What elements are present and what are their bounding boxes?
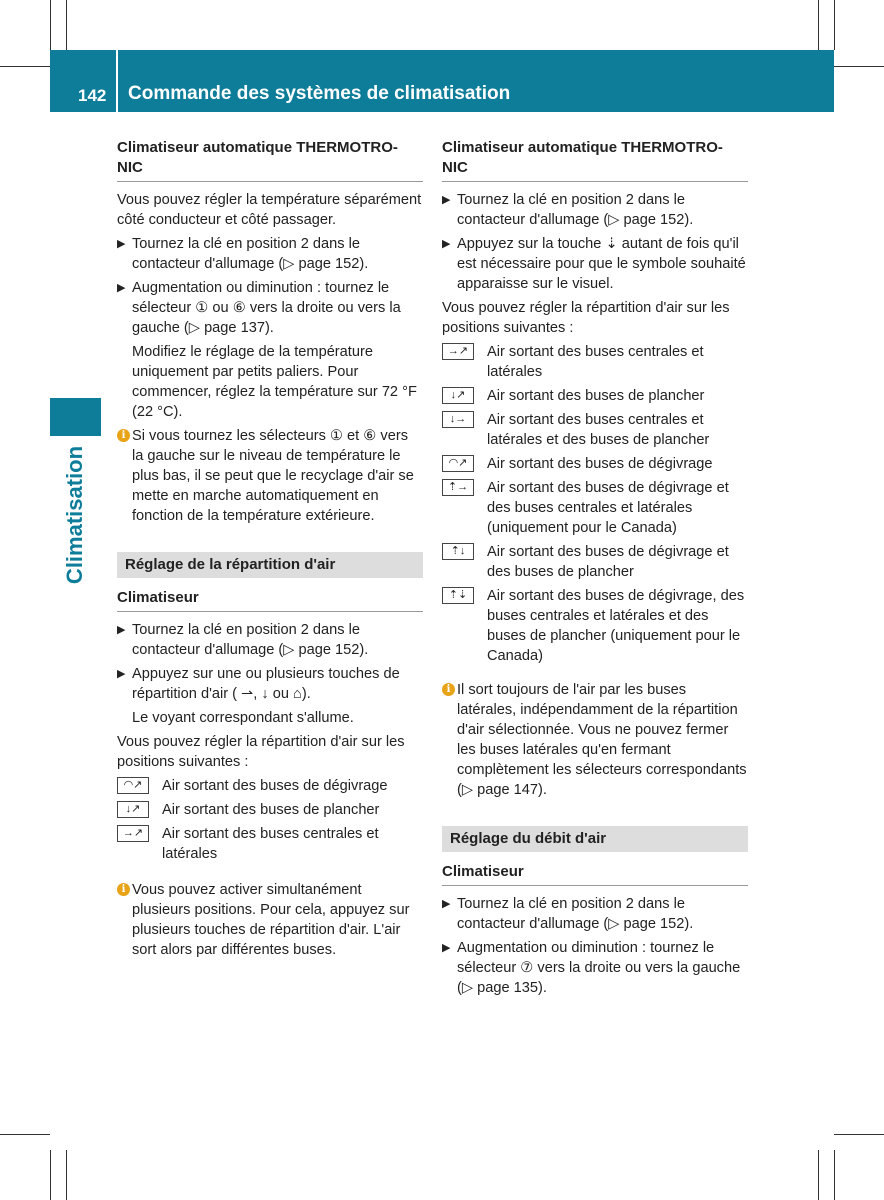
- right-column: [442, 138, 748, 1002]
- step: ▶ Tournez la clé en position 2 dans le contacteur d'allumage (▷ page 152).: [117, 236, 369, 272]
- list-item: ⇡→ Air sortant des buses de dégivrage et des buses centrales et latérales (uniquement pour le Canada): [442, 478, 748, 538]
- list-item: ◠↗ Air sortant des buses de dégivrage: [442, 454, 748, 474]
- paragraph: Vous pouvez régler la température séparément côté conducteur et côté passager.: [117, 192, 422, 228]
- step: ▶ Augmentation ou diminution : tournez le sélecteur ① ou ⑥ vers la droite ou vers la gauche (▷ page 137).: [117, 280, 401, 336]
- crop-mark: [0, 1134, 50, 1135]
- crop-mark: [834, 1134, 884, 1135]
- section-heading: Climatiseur automatique THERMOTRO-NIC: [442, 138, 748, 182]
- step: ▶ Appuyez sur la touche ⇣ autant de fois qu'il est nécessaire pour que le symbole souhaité apparaisse sur le visuel.: [442, 236, 746, 292]
- info-icon: i: [117, 429, 130, 442]
- paragraph: Vous pouvez régler la répartition d'air sur les positions suivantes :: [117, 734, 405, 770]
- center-vent-icon: →↗: [117, 825, 149, 842]
- crop-mark: [818, 0, 819, 50]
- arrow-icon: ▶: [442, 942, 451, 954]
- section-heading: Réglage de la répartition d'air: [117, 552, 423, 578]
- defrost-footwell-icon: ⇡↓: [442, 543, 474, 560]
- side-tab-label: Climatisation: [62, 445, 87, 585]
- section-heading: Réglage du débit d'air: [442, 826, 748, 852]
- list-item: ↓→ Air sortant des buses centrales et latérales et des buses de plancher: [442, 410, 748, 450]
- crop-mark: [834, 0, 835, 50]
- crop-mark: [50, 0, 51, 50]
- defrost-all-icon: ⇡⇣: [442, 587, 474, 604]
- crop-mark: [834, 1150, 835, 1200]
- arrow-icon: ▶: [442, 238, 451, 250]
- left-column: [117, 138, 423, 964]
- step: ▶ Tournez la clé en position 2 dans le contacteur d'allumage (▷ page 152).: [442, 192, 694, 228]
- arrow-icon: ▶: [117, 624, 126, 636]
- list-item: ↓↗ Air sortant des buses de plancher: [442, 386, 748, 406]
- crop-mark: [66, 1150, 67, 1200]
- list-item: ◠↗ Air sortant des buses de dégivrage: [117, 776, 423, 796]
- side-tab: [50, 398, 101, 436]
- crop-mark: [50, 1150, 51, 1200]
- crop-mark: [0, 66, 50, 67]
- info-icon: i: [117, 883, 130, 896]
- footwell-icon: ↓↗: [117, 801, 149, 818]
- step-note: Le voyant correspondant s'allume.: [132, 710, 354, 726]
- defrost-icon: ◠↗: [442, 455, 474, 472]
- arrow-icon: ▶: [117, 668, 126, 680]
- subsection-heading: Climatiseur: [117, 588, 423, 612]
- crop-mark: [66, 0, 67, 50]
- arrow-icon: ▶: [442, 194, 451, 206]
- paragraph: Vous pouvez régler la répartition d'air sur les positions suivantes :: [442, 300, 730, 336]
- defrost-icon: ◠↗: [117, 777, 149, 794]
- center-footwell-icon: ↓→: [442, 411, 474, 428]
- step: ▶ Tournez la clé en position 2 dans le contacteur d'allumage (▷ page 152).: [442, 896, 694, 932]
- list-item: ⇡⇣ Air sortant des buses de dégivrage, des buses centrales et latérales et des buses de plancher (uniquement pour le Canada): [442, 586, 748, 666]
- arrow-icon: ▶: [117, 282, 126, 294]
- subsection-heading: Climatiseur: [442, 862, 748, 886]
- step: ▶ Augmentation ou diminution : tournez le sélecteur ⑦ vers la droite ou vers la gauche (▷ page 135).: [442, 940, 741, 996]
- section-heading: Climatiseur automatique THERMOTRO-NIC: [117, 138, 423, 182]
- info-note: i Il sort toujours de l'air par les buses latérales, indépendamment de la répartition d'air sélectionnée. Vous ne pouvez fermer les buses latérales qu'en fermant complètement les sélecteurs correspondants (▷ page 147).: [442, 680, 748, 800]
- step: ▶ Tournez la clé en position 2 dans le contacteur d'allumage (▷ page 152).: [117, 622, 369, 658]
- list-item: →↗ Air sortant des buses centrales et latérales: [117, 824, 423, 864]
- step-note: Modifiez le réglage de la température uniquement par petits paliers. Pour commencer, réglez la température sur 72 °F (22 °C).: [132, 344, 417, 420]
- crop-mark: [818, 1150, 819, 1200]
- center-vent-icon: →↗: [442, 343, 474, 360]
- info-note: i Si vous tournez les sélecteurs ① et ⑥ vers la gauche sur le niveau de température le plus bas, il se peut que le recyclage d'air se mette en marche automatiquement en fonction de la température extérieure.: [117, 426, 423, 526]
- list-item: ↓↗ Air sortant des buses de plancher: [117, 800, 423, 820]
- list-item: ⇡↓ Air sortant des buses de dégivrage et des buses de plancher: [442, 542, 748, 582]
- arrow-icon: ▶: [117, 238, 126, 250]
- page-number: 142: [78, 86, 107, 105]
- crop-mark: [834, 66, 884, 67]
- page-title: Commande des systèmes de climatisation: [128, 83, 511, 104]
- info-note: i Vous pouvez activer simultanément plusieurs positions. Pour cela, appuyez sur plusieurs touches de répartition d'air. L'air sort alors par différentes buses.: [117, 880, 423, 960]
- defrost-center-icon: ⇡→: [442, 479, 474, 496]
- step: ▶ Appuyez sur une ou plusieurs touches de répartition d'air ( ⇀, ↓ ou ⌂).: [117, 666, 400, 702]
- footwell-icon: ↓↗: [442, 387, 474, 404]
- list-item: →↗ Air sortant des buses centrales et latérales: [442, 342, 748, 382]
- arrow-icon: ▶: [442, 898, 451, 910]
- info-icon: i: [442, 683, 455, 696]
